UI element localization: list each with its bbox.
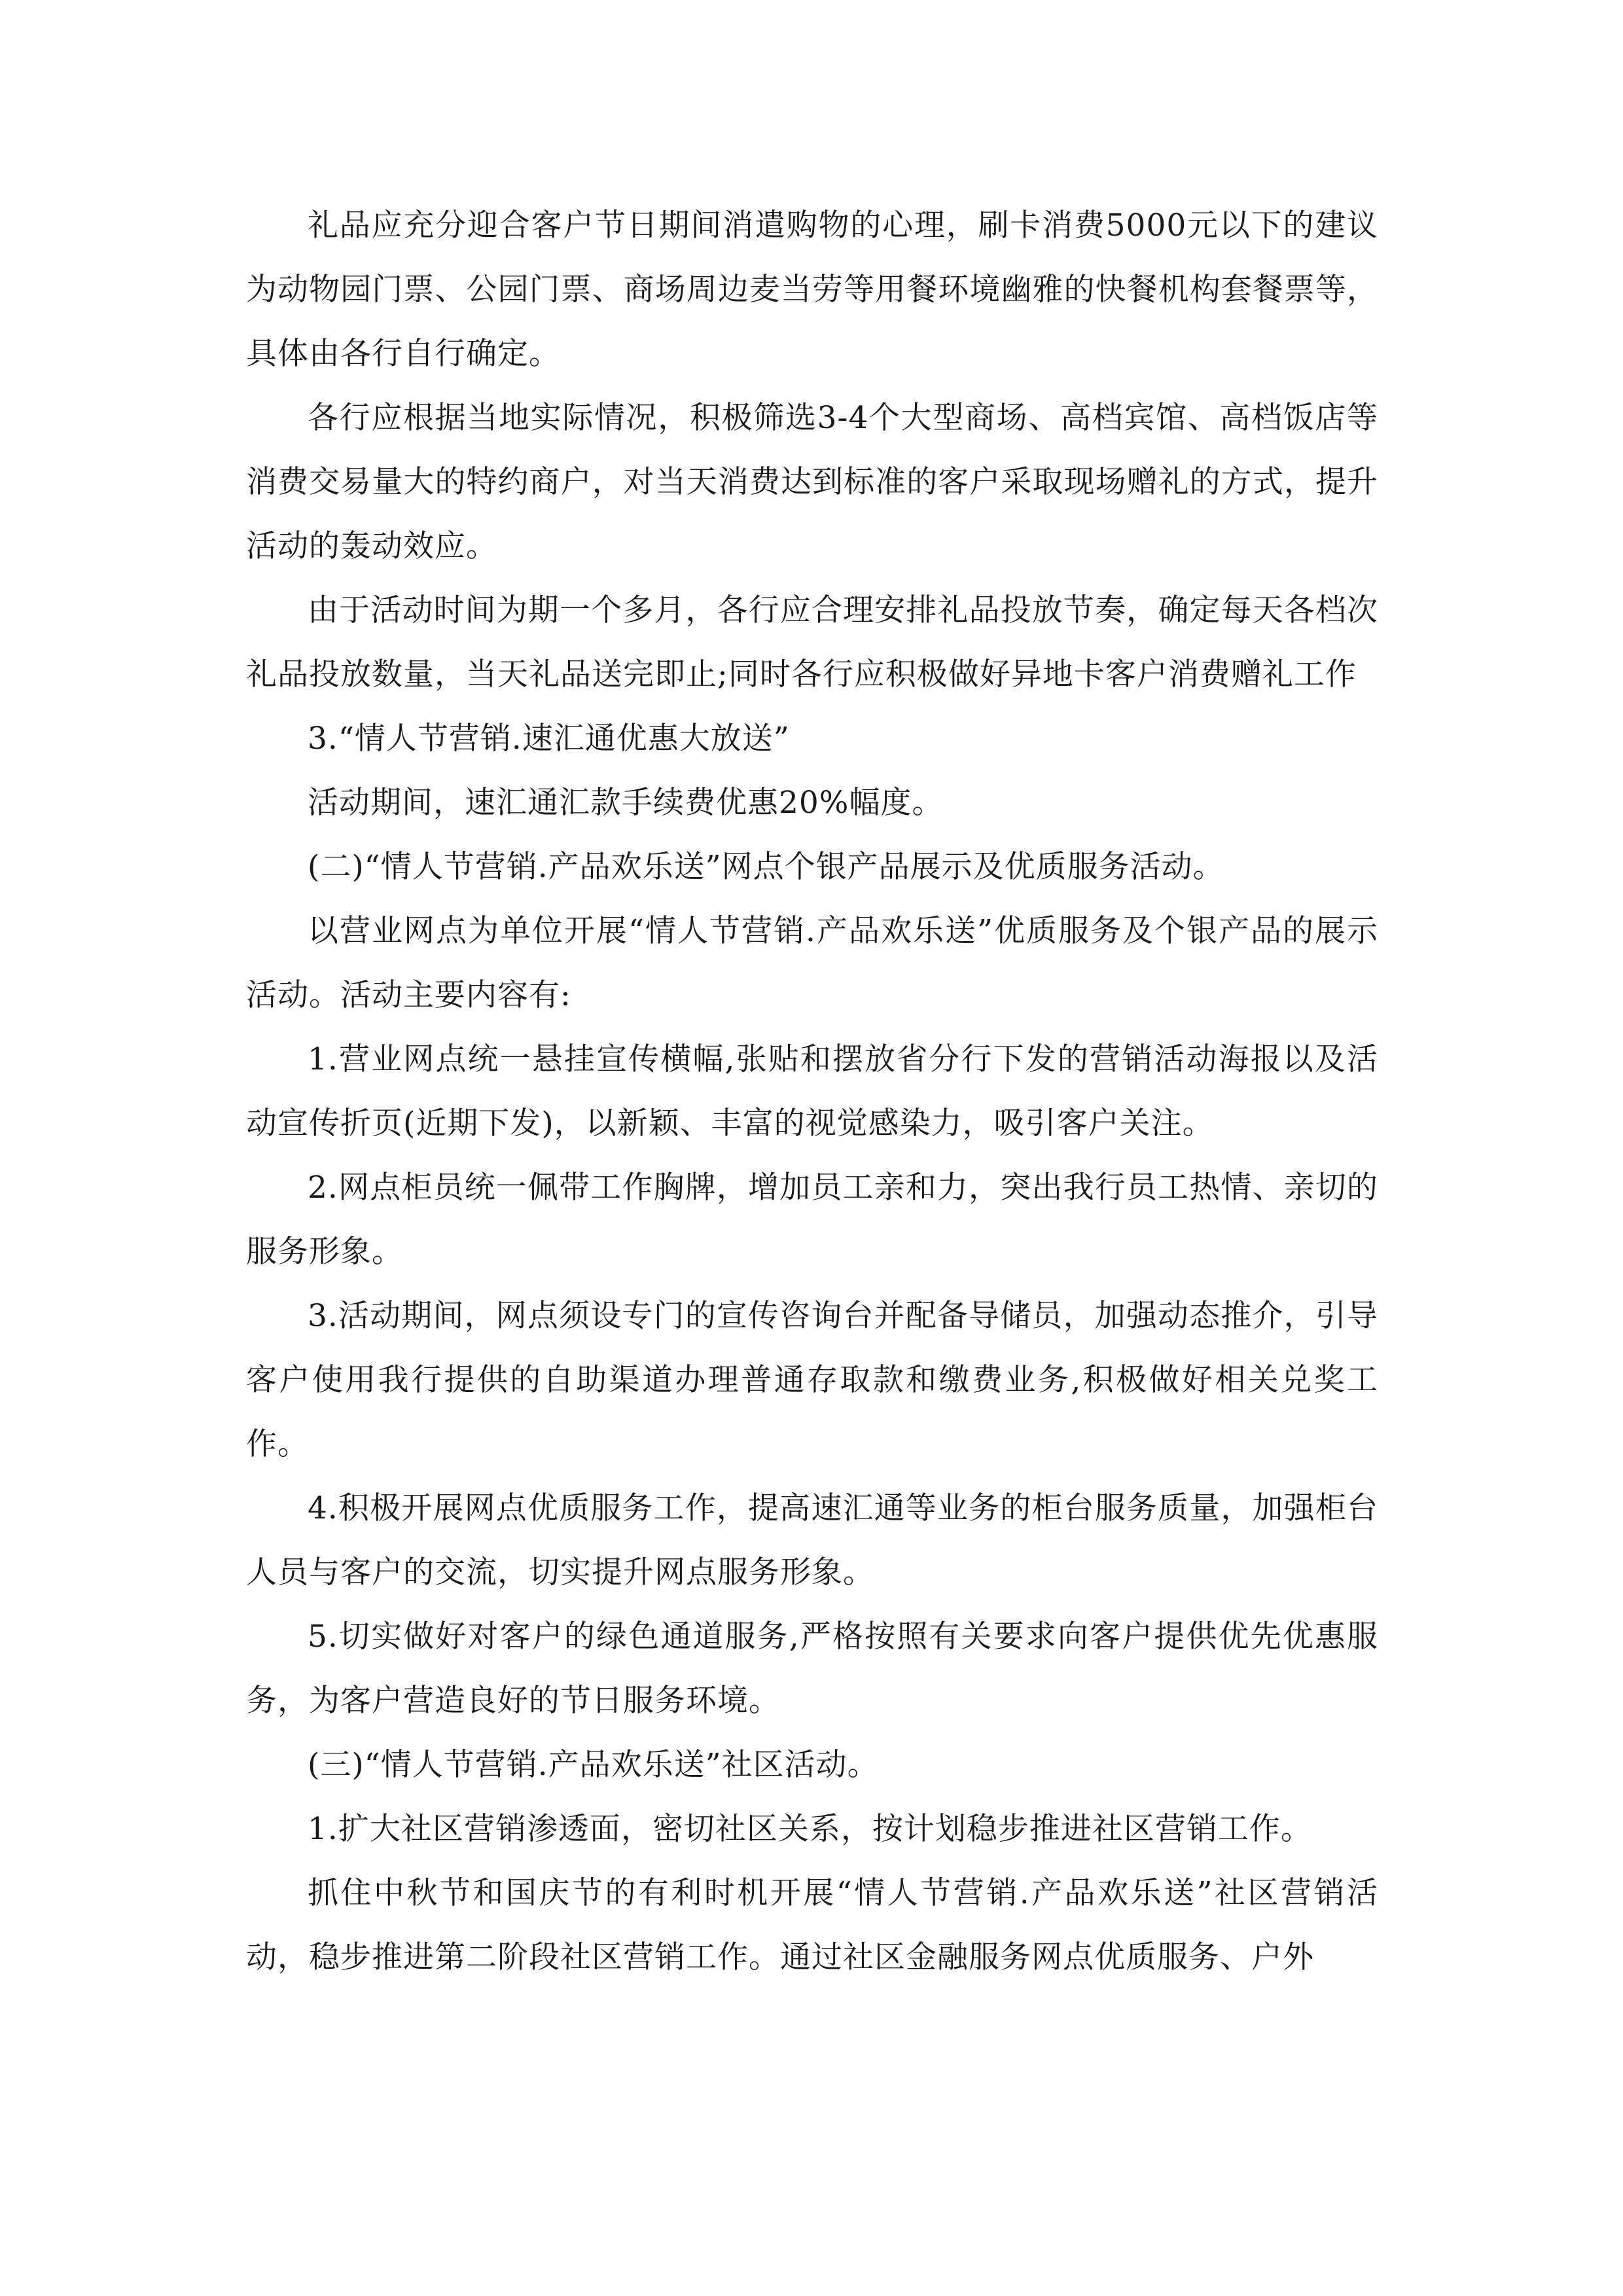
paragraph-gift-pacing: 由于活动时间为期一个多月，各行应合理安排礼品投放节奏，确定每天各档次礼品投放数量，当天礼品送完即止;同时各行应积极做好异地卡客户消费赠礼工作 bbox=[246, 592, 1378, 692]
list-item-3-consultation: 3.活动期间，网点须设专门的宣传咨询台并配备导储员，加强动态推介，引导客户使用我行提供的自助渠道办理普通存取款和缴费业务,积极做好相关兑奖工作。 bbox=[246, 1298, 1378, 1462]
paragraph-branch-activity: 以营业网点为单位开展“情人节营销.产品欢乐送”优质服务及个银产品的展示活动。活动主要内容有: bbox=[246, 913, 1378, 1013]
paragraph-remittance-discount: 活动期间，速汇通汇款手续费优惠20%幅度。 bbox=[308, 785, 944, 821]
list-item-1-banners: 1.营业网点统一悬挂宣传横幅,张贴和摆放省分行下发的营销活动海报以及活动宣传折页(近期下发)，以新颖、丰富的视觉感染力，吸引客户关注。 bbox=[246, 1041, 1378, 1141]
paragraph-community-marketing: 抓住中秋节和国庆节的有利时机开展“情人节营销.产品欢乐送”社区营销活动，稳步推进第二阶段社区营销工作。通过社区金融服务网点优质服务、户外 bbox=[246, 1875, 1378, 1975]
heading-section-two: (二)“情人节营销.产品欢乐送”网点个银产品展示及优质服务活动。 bbox=[308, 849, 1224, 885]
list-item-1-community: 1.扩大社区营销渗透面，密切社区关系，按计划稳步推进社区营销工作。 bbox=[308, 1811, 1312, 1847]
list-item-4-service-quality: 4.积极开展网点优质服务工作，提高速汇通等业务的柜台服务质量，加强柜台人员与客户的交流，切实提升网点服务形象。 bbox=[246, 1490, 1378, 1590]
heading-remittance-promotion: 3.“情人节营销.速汇通优惠大放送” bbox=[308, 721, 790, 757]
document-body bbox=[246, 194, 1378, 1990]
list-item-2-badges: 2.网点柜员统一佩带工作胸牌，增加员工亲和力，突出我行员工热情、亲切的服务形象。 bbox=[246, 1170, 1378, 1270]
list-item-5-green-channel: 5.切实做好对客户的绿色通道服务,严格按照有关要求向客户提供优先优惠服务，为客户营造良好的节日服务环境。 bbox=[246, 1619, 1378, 1719]
paragraph-gift-suggestion: 礼品应充分迎合客户节日期间消遣购物的心理，刷卡消费5000元以下的建议为动物园门票、公园门票、商场周边麦当劳等用餐环境幽雅的快餐机构套餐票等，具体由各行自行确定。 bbox=[246, 207, 1378, 372]
paragraph-merchant-selection: 各行应根据当地实际情况，积极筛选3-4个大型商场、高档宾馆、高档饭店等消费交易量大的特约商户，对当天消费达到标准的客户采取现场赠礼的方式，提升活动的轰动效应。 bbox=[246, 400, 1378, 564]
heading-section-three: (三)“情人节营销.产品欢乐送”社区活动。 bbox=[308, 1747, 879, 1783]
